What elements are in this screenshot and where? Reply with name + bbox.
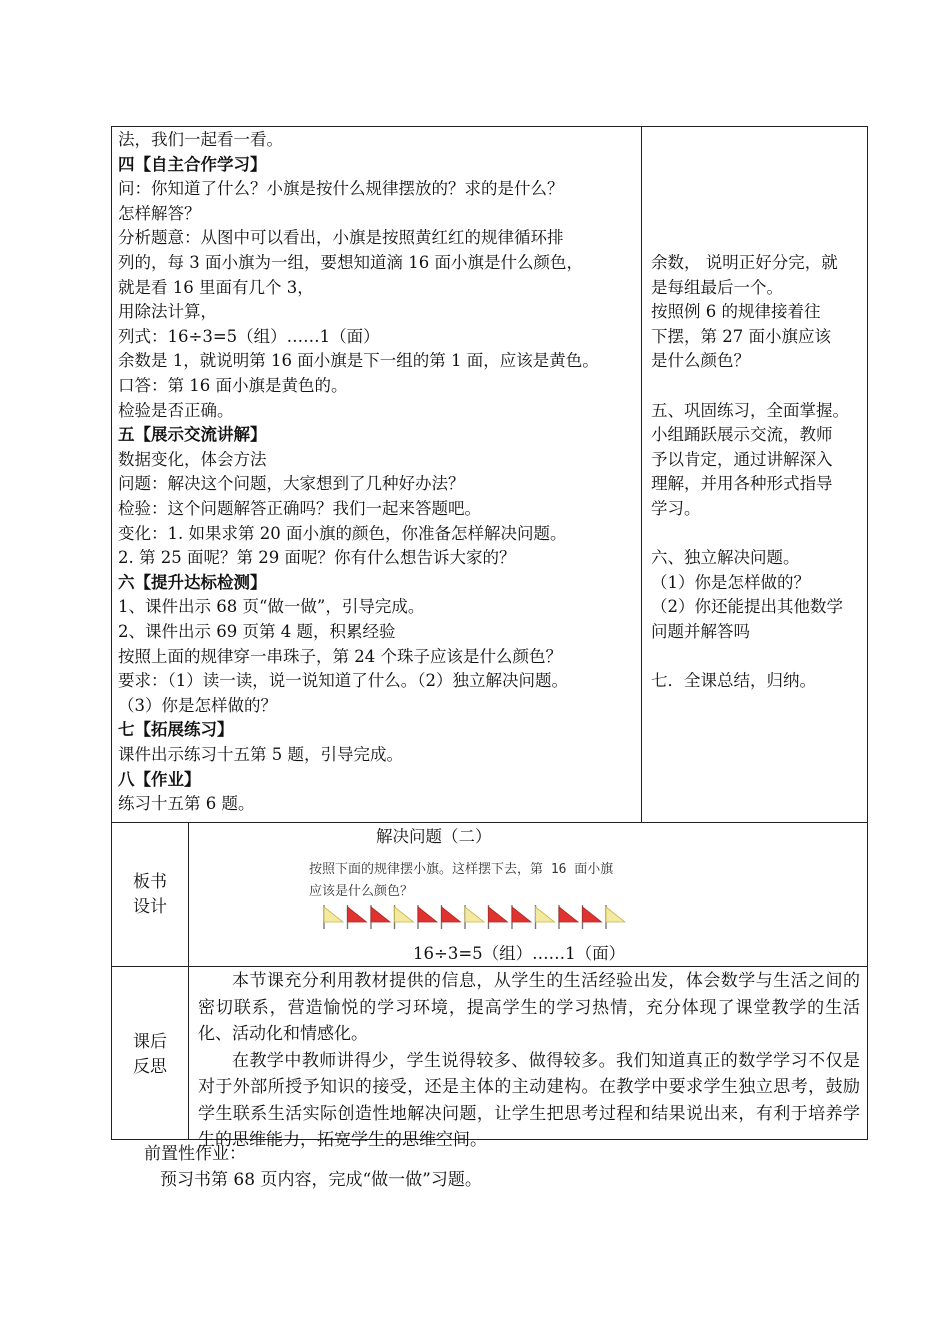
design-note-line: 理解，并用各种形式指导: [651, 474, 833, 494]
reflection-label-line2: 反思: [133, 1057, 167, 1077]
design-note-line: 是什么颜色？: [651, 351, 750, 371]
lesson-text-line: 余数是 1，就说明第 16 面小旗是下一组的第 1 面，应该是黄色。: [118, 351, 599, 371]
board-label-line1: 板书: [133, 872, 167, 892]
table-left-border: [111, 126, 112, 1140]
table-column-divider: [641, 126, 642, 823]
section-heading: 六【提升达标检测】: [118, 572, 267, 592]
lesson-text-line: 问题：解决这个问题，大家想到了几种好办法？: [118, 474, 465, 494]
design-note-line: 学习。: [651, 499, 701, 518]
red-flag: [418, 907, 437, 922]
table-top-border: [111, 126, 868, 127]
design-note-line: 七．全课总结，归纳。: [651, 671, 816, 691]
reflection-paragraph-2: 在教学中教师讲得少，学生说得较多、做得较多。我们知道真正的数学学习不仅是对于外部所授予知识的接受，还是主体的主动建构。在教学中要求学生独立思考，鼓励学生联系生活实际创造性地解决问题，让学生把思考过程和结果说出来，有利于培养学生的思维能力，拓宽学生的思维空间。: [198, 1050, 860, 1150]
reflection-label-line1: 课后: [133, 1032, 167, 1052]
section-heading: 五【展示交流讲解】: [118, 425, 267, 445]
board-prompt-line1: 按照下面的规律摆小旗。这样摆下去，第 16 面小旗: [309, 862, 614, 877]
lesson-text-line: （3）你是怎样做的？: [118, 695, 277, 715]
lesson-text-line: 2、课件出示 69 页第 4 题，积累经验: [118, 622, 396, 641]
lesson-text-line: 变化：1. 如果求第 20 面小旗的颜色，你准备怎样解决问题。: [118, 523, 567, 543]
design-note-line: 小组踊跃展示交流，教师: [651, 425, 833, 445]
design-note-line: 五、巩固练习，全面掌握。: [651, 400, 849, 420]
lesson-text-line: 1、课件出示 68 页“做一做”，引导完成。: [118, 597, 425, 617]
lesson-text-line: 数据变化，体会方法: [118, 449, 267, 469]
board-title: 解决问题（二）: [376, 827, 492, 846]
yellow-flag: [324, 907, 343, 922]
design-note-line: 按照例 6 的规律接着往: [651, 302, 821, 322]
red-flag: [559, 907, 578, 922]
pre-homework-heading: 前置性作业：: [144, 1144, 246, 1164]
red-flag: [371, 907, 390, 922]
red-flag: [442, 907, 461, 922]
lesson-text-line: 法，我们一起看一看。: [118, 130, 283, 149]
design-note-line: 余数， 说明正好分完，就: [651, 253, 838, 272]
design-note-line: 六、独立解决问题。: [651, 548, 800, 568]
lesson-text-line: 怎样解答？: [118, 203, 201, 223]
label-column-divider: [188, 822, 189, 1140]
yellow-flag: [465, 907, 484, 922]
lesson-text-line: 检验：这个问题解答正确吗？我们一起来答题吧。: [118, 499, 481, 518]
board-equation: 16÷3=5（组）……1（面）: [413, 944, 626, 963]
pre-homework-content: 预习书第 68 页内容，完成“做一做”习题。: [160, 1170, 482, 1190]
lesson-text-line: 用除法计算，: [118, 302, 217, 322]
design-note-line: 是每组最后一个。: [651, 277, 783, 297]
lesson-text-line: 检验是否正确。: [118, 400, 234, 420]
design-note-line: （1）你是怎样做的？: [651, 572, 810, 592]
lesson-text-line: 2. 第 25 面呢？第 29 面呢？你有什么想告诉大家的？: [118, 548, 516, 568]
design-note-line: 下摆，第 27 面小旗应该: [651, 326, 831, 346]
lesson-text-line: 分析题意：从图中可以看出，小旗是按照黄红红的规律循环排: [118, 228, 564, 248]
row-divider-board: [111, 822, 868, 823]
red-flag: [489, 907, 508, 922]
table-right-border: [867, 126, 868, 1140]
board-prompt-line2: 应该是什么颜色？: [309, 884, 414, 899]
section-heading: 七【拓展练习】: [118, 720, 234, 740]
lesson-text-line: 口答：第 16 面小旗是黄色的。: [118, 376, 348, 395]
reflection-text: [198, 968, 860, 1154]
lesson-text-line: 问：你知道了什么？小旗是按什么规律摆放的？求的是什么？: [118, 179, 564, 199]
lesson-text-line: 要求：（1）读一读，说一说知道了什么。（2）独立解决问题。: [118, 671, 568, 691]
board-label-line2: 设计: [133, 897, 167, 917]
red-flag: [348, 907, 367, 922]
lesson-text-line: 列式：16÷3=5（组）……1（面）: [118, 326, 380, 346]
section-heading: 四【自主合作学习】: [118, 154, 267, 174]
red-flag: [583, 907, 602, 922]
yellow-flag: [536, 907, 555, 922]
reflection-paragraph-1: 本节课充分利用教材提供的信息，从学生的生活经验出发，体会数学与生活之间的密切联系，营造愉悦的学习环境，提高学生的学习热情，充分体现了课堂教学的生活化、活动化和情感化。: [198, 971, 860, 1044]
design-note-line: 予以肯定，通过讲解深入: [651, 449, 833, 469]
lesson-text-line: 按照上面的规律穿一串珠子，第 24 个珠子应该是什么颜色？: [118, 646, 562, 666]
yellow-flag: [395, 907, 414, 922]
red-flag: [512, 907, 531, 922]
lesson-text-line: 练习十五第 6 题。: [118, 794, 255, 814]
flag-pattern-illustration: [322, 903, 632, 933]
lesson-text-line: 就是看 16 里面有几个 3，: [118, 277, 314, 297]
design-note-line: （2）你还能提出其他数学: [651, 597, 843, 617]
lesson-text-line: 课件出示练习十五第 5 题，引导完成。: [118, 745, 403, 764]
reflection-label: [112, 1030, 188, 1080]
board-label: [112, 870, 188, 920]
lesson-text-line: 列的，每 3 面小旗为一组，要想知道滴 16 面小旗是什么颜色，: [118, 253, 583, 272]
design-note-line: 问题并解答吗: [651, 622, 750, 641]
yellow-flag: [606, 907, 625, 922]
section-heading: 八【作业】: [118, 769, 201, 789]
